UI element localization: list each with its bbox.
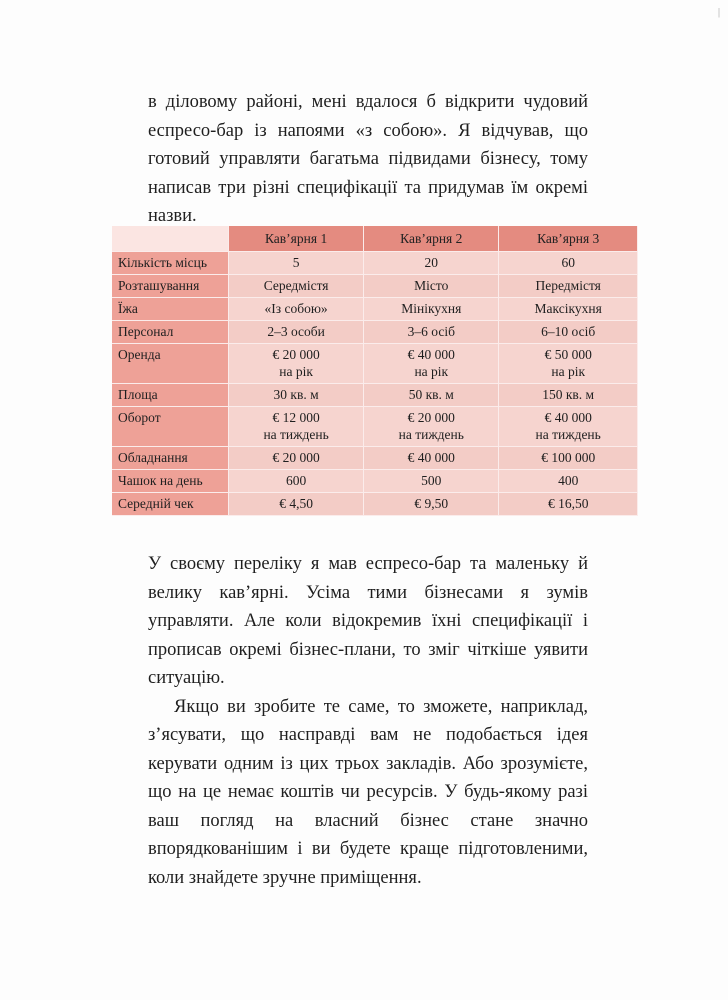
table-header-cafe-1: Кав’ярня 1: [229, 226, 364, 252]
row-label: Кількість місць: [112, 252, 229, 275]
table-cell: € 40 000 на тиждень: [499, 407, 638, 447]
table-cell: 5: [229, 252, 364, 275]
table-cell: Місто: [364, 275, 499, 298]
row-label: Персонал: [112, 321, 229, 344]
table-cell: 150 кв. м: [499, 384, 638, 407]
table-cell: € 20 000: [229, 447, 364, 470]
table-cell: 6–10 осіб: [499, 321, 638, 344]
table-cell: 20: [364, 252, 499, 275]
outro-text: [148, 550, 588, 892]
table-cell: Передмістя: [499, 275, 638, 298]
table-row: [112, 493, 638, 516]
row-label: Їжа: [112, 298, 229, 321]
table-cell: 60: [499, 252, 638, 275]
row-label: Середній чек: [112, 493, 229, 516]
row-label: Площа: [112, 384, 229, 407]
page-corner-mark: |: [717, 7, 720, 18]
table-cell: € 4,50: [229, 493, 364, 516]
table-cell: € 20 000 на тиждень: [364, 407, 499, 447]
table-cell: € 12 000 на тиждень: [229, 407, 364, 447]
table-row: [112, 384, 638, 407]
table-body: [112, 252, 638, 516]
table-cell: 400: [499, 470, 638, 493]
table-row: [112, 470, 638, 493]
table-cell: 3–6 осіб: [364, 321, 499, 344]
table-cell: € 16,50: [499, 493, 638, 516]
table-cell: € 20 000 на рік: [229, 344, 364, 384]
table-cell: Максікухня: [499, 298, 638, 321]
table-row: [112, 447, 638, 470]
outro-paragraph-1: У своєму переліку я мав еспресо-бар та маленьку й велику кав’ярні. Усіма тими бізнесами я зумів управляти. Але коли відокремив їхні специфікації і прописав окремі бізнес-плани, то зміг чіткіше уявити ситуацію.: [148, 554, 588, 688]
table-cell: Середмістя: [229, 275, 364, 298]
table-cell: € 50 000 на рік: [499, 344, 638, 384]
cafe-comparison-table: [112, 226, 638, 516]
table-header-cafe-2: Кав’ярня 2: [364, 226, 499, 252]
table-cell: € 100 000: [499, 447, 638, 470]
row-label: Чашок на день: [112, 470, 229, 493]
table-header-cafe-3: Кав’ярня 3: [499, 226, 638, 252]
table-header-row: [112, 226, 638, 252]
row-label: Оборот: [112, 407, 229, 447]
table-cell: Мінікухня: [364, 298, 499, 321]
table-row: [112, 298, 638, 321]
table-cell: 30 кв. м: [229, 384, 364, 407]
table-cell: € 40 000 на рік: [364, 344, 499, 384]
table-cell: «Із собою»: [229, 298, 364, 321]
table-cell: 50 кв. м: [364, 384, 499, 407]
table-cell: 2–3 особи: [229, 321, 364, 344]
table-row: [112, 407, 638, 447]
table-cell: € 9,50: [364, 493, 499, 516]
table-row: [112, 252, 638, 275]
table-row: [112, 275, 638, 298]
table-row: [112, 321, 638, 344]
table-cell: € 40 000: [364, 447, 499, 470]
table-row: [112, 344, 638, 384]
row-label: Оренда: [112, 344, 229, 384]
table-cell: 500: [364, 470, 499, 493]
outro-paragraph-2: Якщо ви зробите те саме, то зможете, наприклад, з’ясувати, що насправді вам не подобається ідея керувати одним із цих трьох закладів. Або зрозумієте, що на це немає коштів чи ресурсів. У будь-якому разі ваш погляд на власний бізнес стане значно впорядкованішим і ви будете краще підготовленими, коли знайдете зручне приміщення.: [148, 696, 588, 888]
row-label: Розташування: [112, 275, 229, 298]
row-label: Обладнання: [112, 447, 229, 470]
table-cell: 600: [229, 470, 364, 493]
table-header-blank: [112, 226, 229, 252]
intro-text: [148, 88, 588, 231]
intro-paragraph: в діловому районі, мені вдалося б відкрити чудовий еспресо-бар із напоями «з собою». Я відчував, що готовий управляти багатьма підвидами бізнесу, тому написав три різні специфікації та придумав їм окремі назви.: [148, 92, 588, 226]
